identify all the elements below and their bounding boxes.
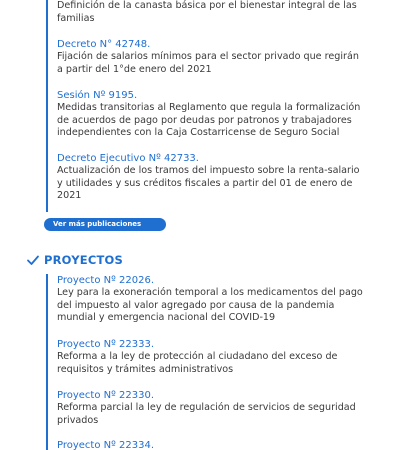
publication-description (57, 165, 407, 203)
project-description (57, 287, 407, 325)
project-title-link[interactable]: Proyecto Nº 22330. (57, 390, 155, 401)
projects-section-title: PROYECTOS (44, 253, 123, 267)
publication-title-link[interactable]: Decreto Ejecutivo Nº 42733. (57, 153, 199, 164)
publication-title-link[interactable]: Sesión Nº 9195. (57, 90, 138, 101)
description-line: Actualización de los tramos del impuesto sobre la renta-salario (57, 165, 360, 176)
description-line: del impuesto al valor agregado por causa de la pandemia (57, 299, 335, 311)
description-line: independientes con la Caja Costarricense de Seguro Social (57, 127, 340, 138)
project-title-link[interactable]: Proyecto Nº 22333. (57, 339, 155, 350)
description-line: Reforma parcial la ley de regulación de servicios de seguridad (57, 402, 356, 413)
description-line: 2021 (57, 190, 82, 201)
publications-section-line (46, 0, 48, 212)
description-line: Fijación de salarios mínimos para el sector privado que regirán (57, 51, 359, 62)
description-line: mundial y emergencia nacional del COVID-19 (57, 312, 276, 323)
project-item (57, 274, 407, 325)
more-publications-button[interactable]: Ver más publicaciones (44, 218, 166, 231)
publication-title-link[interactable]: Decreto N° 42748. (57, 39, 151, 50)
description-line: Reforma a la ley de protección al ciudadano del exceso de (57, 351, 338, 362)
project-item (57, 338, 407, 376)
publication-description (57, 0, 407, 25)
project-title-link[interactable]: Proyecto Nº 22026. (57, 275, 155, 286)
publication-item (57, 152, 407, 203)
description-line: Definición de la canasta básica por el bienestar integral de las (57, 0, 357, 11)
description-line: y utilidades y sus créditos fiscales a partir del 01 de enero de (57, 177, 353, 189)
check-icon (26, 253, 40, 267)
projects-section-header[interactable] (26, 252, 123, 268)
description-line: de acuerdos de pago por deudas por patronos y trabajadores (57, 114, 352, 126)
description-line: a partir del 1°de enero del 2021 (57, 63, 212, 75)
project-description (57, 402, 407, 427)
description-line: Medidas transitorias al Reglamento que regula la formalización (57, 102, 361, 113)
publication-item (57, 89, 407, 140)
project-item (57, 439, 407, 450)
project-description (57, 351, 407, 376)
publication-item (57, 38, 407, 76)
description-line: Ley para la exoneración temporal a los medicamentos del pago (57, 287, 363, 298)
project-title-link[interactable]: Proyecto Nº 22334. (57, 440, 155, 450)
publication-description (57, 51, 407, 76)
description-line: requisitos y trámites administrativos (57, 363, 234, 375)
project-item (57, 389, 407, 427)
description-line: privados (57, 414, 99, 426)
publication-description (57, 102, 407, 140)
publication-item (57, 0, 407, 25)
description-line: familias (57, 12, 95, 24)
projects-section-line (46, 274, 48, 450)
